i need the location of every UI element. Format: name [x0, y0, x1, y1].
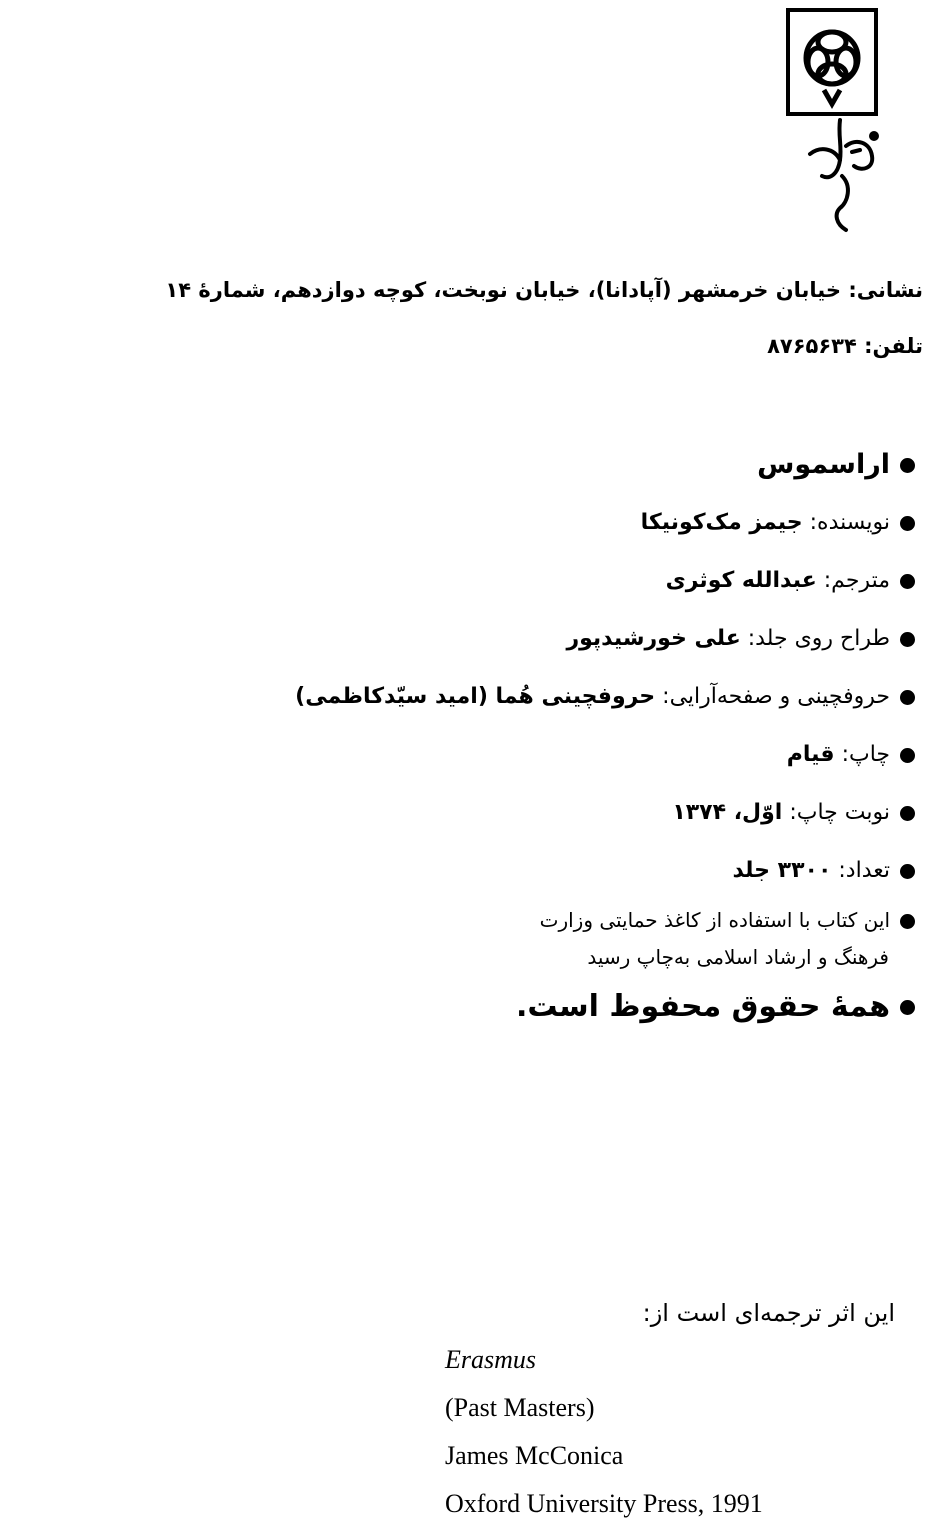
- source-publisher: Oxford University Press, 1991: [445, 1489, 763, 1518]
- translator-line: [35, 556, 915, 614]
- credit-value: حروفچینی هُما (امید سیّدکاظمی): [295, 684, 656, 709]
- credit-value: قیام: [786, 742, 835, 767]
- bullet-icon: [900, 1000, 915, 1015]
- paper-note-text: این کتاب با استفاده از کاغذ حمایتی وزارت: [539, 908, 890, 932]
- bullet-icon: [900, 748, 915, 763]
- bullet-icon: [900, 516, 915, 531]
- credits-list: [35, 440, 915, 1040]
- source-author: James McConica: [445, 1441, 624, 1470]
- print-run-line: [35, 846, 915, 904]
- rights-line: [35, 980, 915, 1040]
- paper-note-text-2: فرهنگ و ارشاد اسلامی به‌چاپ رسید: [587, 945, 889, 969]
- credit-label: مترجم:: [816, 568, 890, 593]
- credit-label: چاپ:: [834, 742, 890, 767]
- publisher-address: [8, 262, 923, 374]
- bullet-icon: [900, 458, 915, 473]
- publisher-logo: [786, 8, 878, 116]
- author-line: [35, 498, 915, 556]
- bullet-icon: [900, 864, 915, 879]
- publisher-logo-script: [800, 116, 890, 234]
- credit-value: جیمز مک‌کونیکا: [640, 510, 803, 535]
- address-line: نشانی: خیابان خرمشهر (آپادانا)، خیابان نوبخت، کوچه دوازدهم، شمارهٔ ۱۴: [165, 278, 923, 302]
- bullet-icon: [900, 574, 915, 589]
- bullet-icon: [900, 914, 915, 929]
- book-title-line: [35, 440, 915, 498]
- credit-value: ۳۳۰۰ جلد: [732, 858, 832, 883]
- credit-value: اوّل، ۱۳۷۴: [672, 800, 783, 825]
- bullet-icon: [900, 632, 915, 647]
- credit-value: علی خورشیدپور: [566, 626, 741, 651]
- cover-designer-line: [35, 614, 915, 672]
- credit-label: نویسنده:: [802, 510, 890, 535]
- printer-line: [35, 730, 915, 788]
- book-title: اراسموس: [757, 449, 890, 480]
- typesetting-line: [35, 672, 915, 730]
- paper-note-line: [35, 904, 915, 940]
- original-source: [445, 1290, 915, 1528]
- credit-label: طراح روی جلد:: [740, 626, 890, 651]
- knot-emblem-icon: [794, 18, 870, 110]
- credit-label: تعداد:: [831, 858, 890, 883]
- phone-line: تلفن: ۸۷۶۵۶۳۴: [767, 334, 923, 358]
- credit-label: حروفچینی و صفحه‌آرایی:: [655, 684, 890, 709]
- source-series: (Past Masters): [445, 1393, 595, 1422]
- credit-label: نوبت چاپ:: [782, 800, 890, 825]
- edition-line: [35, 788, 915, 846]
- source-title: Erasmus: [445, 1345, 537, 1374]
- bullet-icon: [900, 690, 915, 705]
- bullet-icon: [900, 806, 915, 821]
- credit-value: عبدالله کوثری: [665, 568, 817, 593]
- rights-text: همهٔ حقوق محفوظ است.: [516, 989, 890, 1024]
- paper-note-line-2: [35, 940, 915, 980]
- source-heading: این اثر ترجمه‌ای است از:: [642, 1299, 895, 1327]
